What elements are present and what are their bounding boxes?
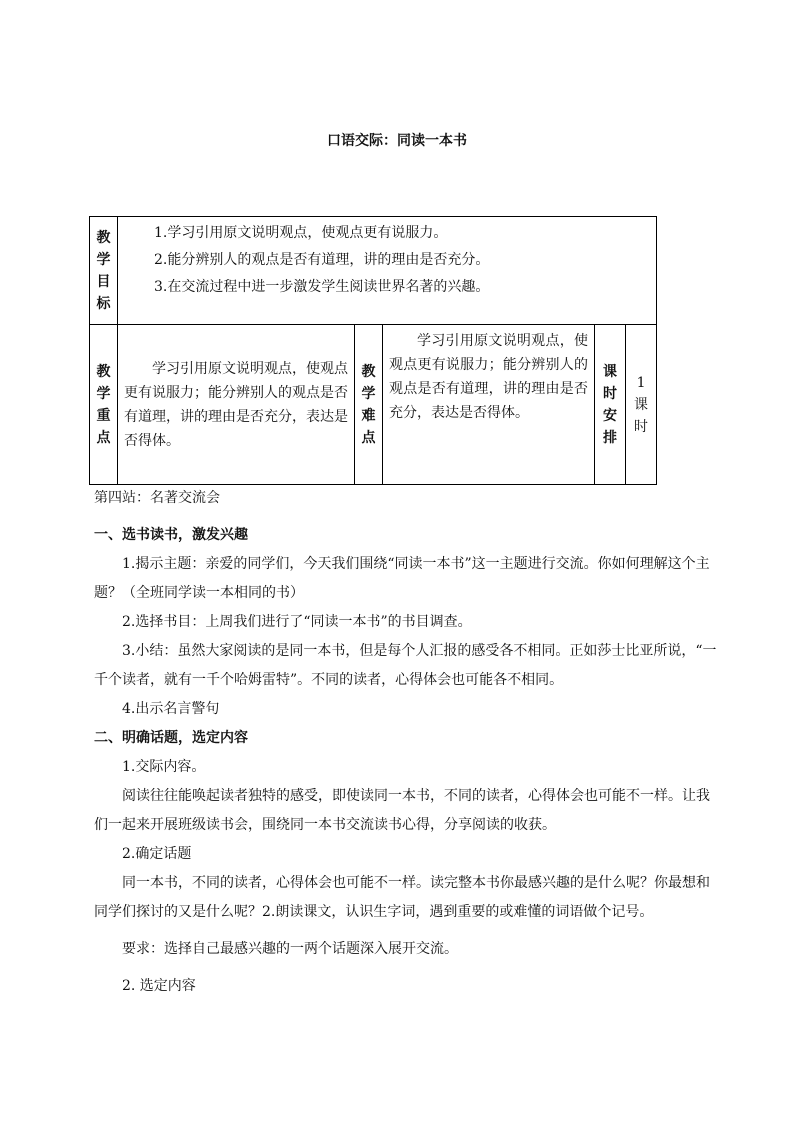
goal-item: 3.在交流过程中进一步激发学生阅读世界名著的兴趣。 [154, 279, 490, 295]
section-heading: 二、明确话题，选定内容 [94, 730, 248, 746]
difficulty-label: 教 学 难 点 [355, 325, 383, 485]
paragraph: 1.揭示主题：亲爱的同学们，今天我们围绕“同读一本书”这一主题进行交流。你如何理解这个主题？（全班同学读一本相同的书） [94, 556, 710, 601]
schedule-label: 课 时 安 排 [595, 325, 626, 485]
goals-row [90, 217, 657, 325]
goals-cell [118, 217, 657, 325]
page-title: 口语交际：同读一本书 [327, 133, 467, 149]
paragraph: 1.交际内容。 [122, 759, 206, 775]
paragraph: 4.出示名言警句 [122, 701, 220, 717]
goal-item: 1.学习引用原文说明观点，使观点更有说服力。 [154, 225, 448, 241]
paragraph: 要求：选择自己最感兴趣的一两个话题深入展开交流。 [122, 941, 458, 957]
paragraph: 3.小结：虽然大家阅读的是同一本书，但是每个人汇报的感受各不相同。正如莎士比亚所说，“一千个读者，就有一千个哈姆雷特”。不同的读者，心得体会也可能各不相同。 [94, 643, 717, 688]
paragraph: 2. 选定内容 [122, 978, 196, 994]
paragraph: 阅读往往能唤起读者独特的感受，即使读同一本书，不同的读者，心得体会也可能不一样。让我们一起来开展班级读书会，围绕同一本书交流读书心得，分享阅读的收获。 [94, 788, 710, 833]
goal-item: 2.能分辨别人的观点是否有道理，讲的理由是否充分。 [154, 252, 490, 268]
lesson-plan-table [89, 216, 657, 485]
section-heading: 一、选书读书，激发兴趣 [94, 527, 248, 543]
focus-label: 教 学 重 点 [90, 325, 118, 485]
goals-label: 教 学 目 标 [90, 217, 118, 325]
schedule-value: 1 课 时 [626, 325, 657, 485]
paragraph: 2.确定话题 [122, 846, 192, 862]
difficulty-text: 学习引用原文说明观点，使观点更有说服力；能分辨别人的观点是否有道理，讲的理由是否充分，表达是否得体。 [383, 325, 595, 485]
focus-text: 学习引用原文说明观点，使观点更有说服力；能分辨别人的观点是否有道理，讲的理由是否充分，表达是否得体。 [118, 325, 355, 485]
lesson-body [94, 484, 718, 1001]
paragraph: 2.选择书目：上周我们进行了“同读一本书”的书目调查。 [122, 614, 472, 630]
station-heading: 第四站：名著交流会 [94, 490, 220, 506]
focus-row [90, 325, 657, 485]
paragraph: 同一本书，不同的读者，心得体会也可能不一样。读完整本书你最感兴趣的是什么呢？你最想和同学们探讨的又是什么呢？2.朗读课文，认识生字词，遇到重要的或难懂的词语做个记号。 [94, 875, 710, 920]
